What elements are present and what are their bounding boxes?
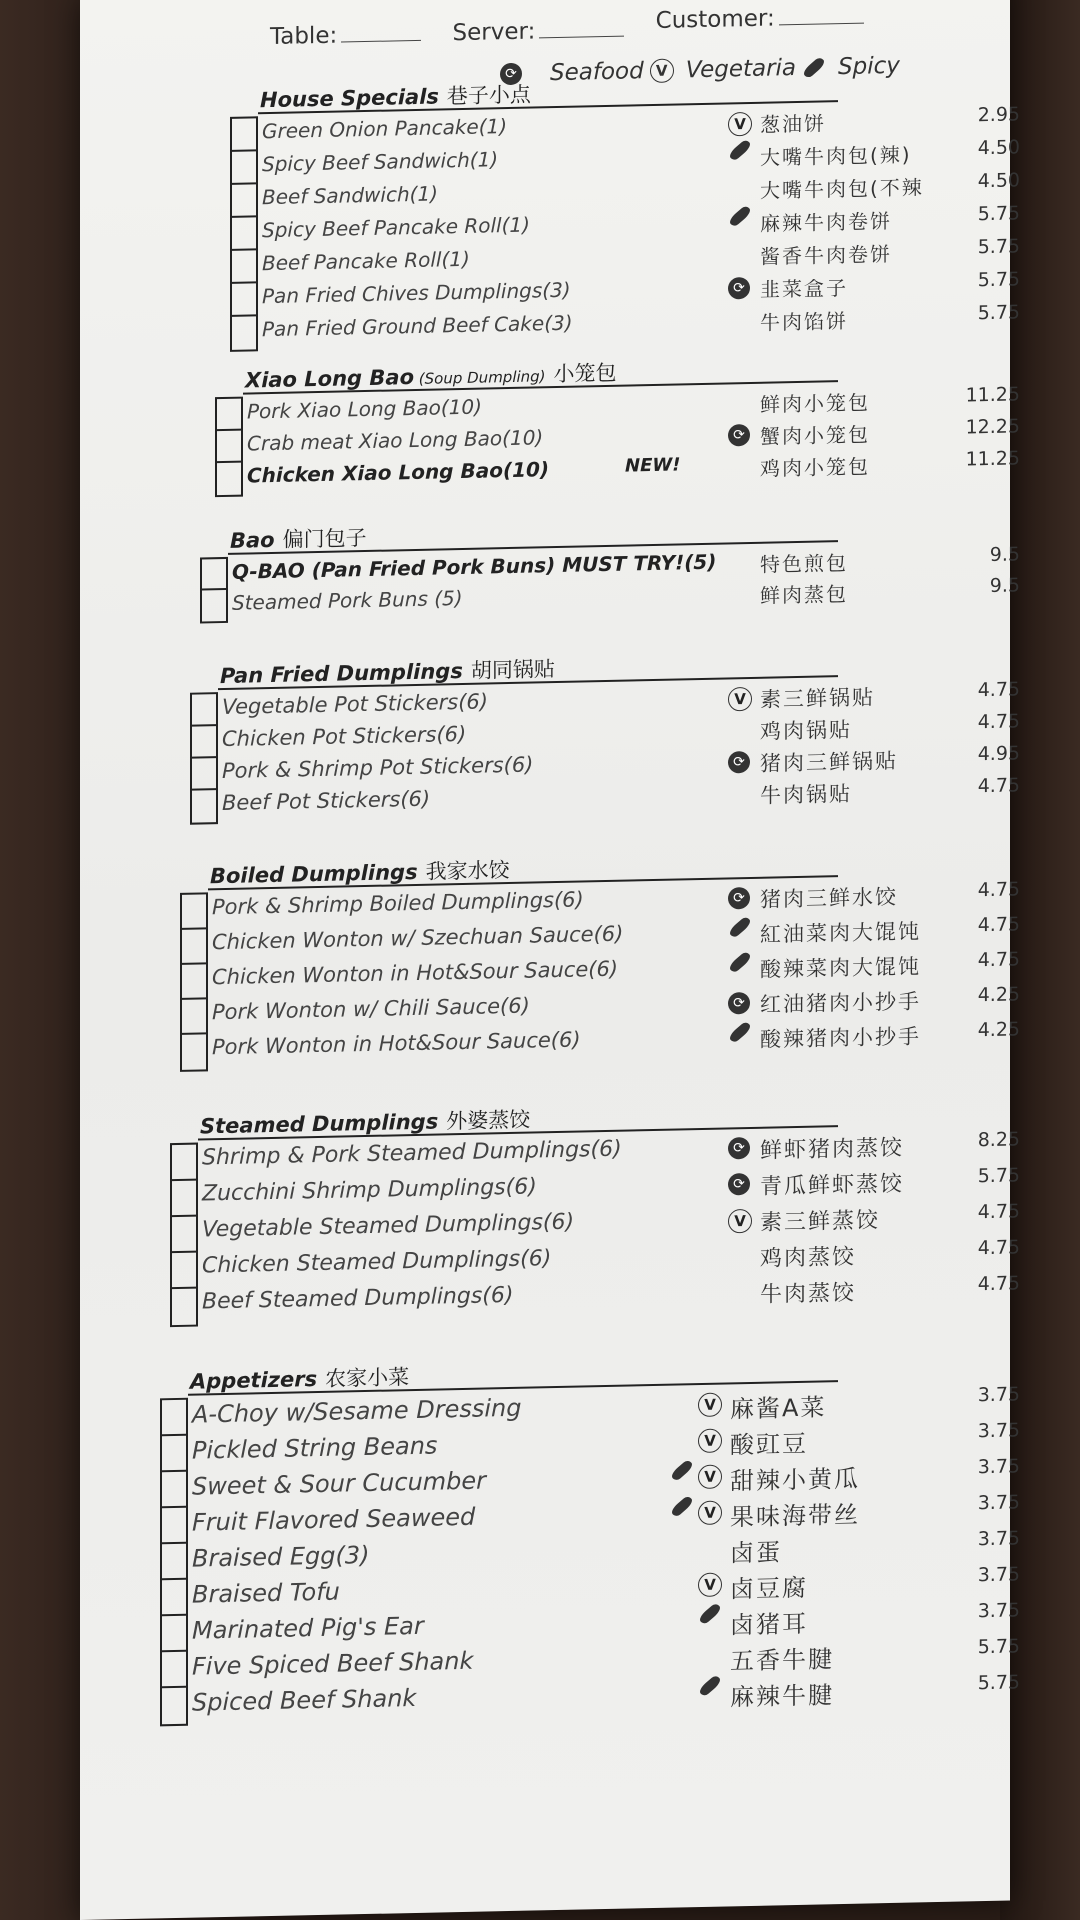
- item-name-chinese: 果味海带丝: [730, 1500, 860, 1532]
- table-label: Table:: [270, 22, 338, 51]
- item-name-chinese: 鲜肉蒸包: [760, 581, 848, 608]
- shrimp-icon: ⟳: [728, 277, 750, 299]
- order-checkbox[interactable]: [232, 151, 256, 185]
- server-field[interactable]: [539, 36, 624, 39]
- item-name: Beef Sandwich(1): [262, 181, 438, 210]
- item-name-chinese: 大嘴牛肉包(辣): [760, 142, 912, 170]
- pepper-icon: [728, 1021, 753, 1044]
- dietary-marks: [728, 1173, 750, 1195]
- shrimp-icon: ⟳: [728, 992, 750, 1014]
- dietary-marks: [698, 1609, 722, 1620]
- item-price: 5.75: [977, 301, 1020, 325]
- checkbox-column: [170, 1143, 198, 1328]
- item-name: Pork & Shrimp Boiled Dumplings(6): [212, 887, 584, 920]
- pepper-icon: [728, 205, 753, 228]
- item-name: Vegetable Pot Stickers(6): [222, 689, 488, 720]
- item-name-chinese: 韭菜盒子: [760, 275, 848, 302]
- order-header: [270, 5, 888, 51]
- order-checkbox[interactable]: [192, 790, 216, 823]
- item-price: 4.50: [977, 136, 1020, 160]
- item-name: A-Choy w/Sesame Dressing: [192, 1393, 522, 1429]
- checkbox-column: [190, 692, 218, 825]
- item-name: Sweet & Sour Cucumber: [192, 1466, 487, 1501]
- item-price: 8.25: [977, 1128, 1020, 1152]
- v-icon: V: [698, 1429, 722, 1454]
- item-name: Shrimp & Pork Steamed Dumplings(6): [202, 1136, 622, 1171]
- order-checkbox[interactable]: [202, 590, 226, 622]
- order-checkbox[interactable]: [182, 999, 206, 1035]
- checkbox-column: [215, 397, 243, 498]
- section-title-text: Steamed Dumplings: [200, 1109, 439, 1139]
- v-icon: V: [698, 1465, 722, 1490]
- spicy-legend-label: Spicy: [838, 52, 900, 81]
- dietary-marks: [728, 887, 750, 909]
- order-checkbox[interactable]: [232, 316, 256, 350]
- item-price: 9.5: [989, 543, 1020, 566]
- item-name-chinese: 猪肉三鲜锅贴: [760, 748, 898, 776]
- dietary-marks: [670, 1465, 722, 1490]
- section-title-chinese: 农家小菜: [325, 1365, 410, 1391]
- item-name: Pork Xiao Long Bao(10): [247, 394, 482, 424]
- checkbox-column: [230, 116, 258, 352]
- section-title-chinese: 小笼包: [553, 360, 617, 387]
- pepper-icon: [728, 139, 753, 162]
- v-icon: V: [728, 687, 752, 712]
- server-label: Server:: [452, 18, 536, 47]
- item-price: 11.25: [965, 447, 1020, 471]
- order-checkbox[interactable]: [217, 463, 241, 496]
- item-name-chinese: 素三鲜锅贴: [760, 685, 875, 712]
- order-checkbox[interactable]: [162, 1472, 186, 1509]
- order-checkbox[interactable]: [172, 1181, 196, 1218]
- item-price: 4.75: [977, 710, 1020, 734]
- order-checkbox[interactable]: [172, 1145, 196, 1182]
- item-name-chinese: 大嘴牛肉包(不辣: [760, 175, 924, 203]
- order-checkbox[interactable]: [162, 1544, 186, 1581]
- item-name-chinese: 牛肉馅饼: [760, 308, 848, 335]
- item-price: 5.75: [977, 235, 1020, 259]
- pepper-icon: [670, 1459, 695, 1482]
- dietary-marks: [728, 211, 752, 222]
- section-title-chinese: 胡同锅贴: [470, 657, 555, 683]
- checkbox-column: [180, 892, 208, 1072]
- dietary-marks: [728, 112, 752, 137]
- order-checkbox[interactable]: [172, 1217, 196, 1254]
- item-name: Pickled String Beans: [192, 1431, 438, 1465]
- order-checkbox[interactable]: [217, 431, 241, 464]
- item-price: 3.75: [977, 1563, 1020, 1587]
- v-icon: V: [728, 1209, 752, 1234]
- item-name-chinese: 红油猪肉小抄手: [760, 989, 921, 1017]
- pepper-icon: [698, 1674, 723, 1697]
- item-name: Beef Pancake Roll(1): [262, 246, 470, 276]
- dietary-marks: [728, 922, 752, 933]
- item-name-chinese: 卤豆腐: [730, 1573, 808, 1604]
- item-name-chinese: 鸡肉蒸饺: [760, 1244, 857, 1272]
- seafood-legend-label: Seafood: [550, 58, 644, 87]
- item-name: Five Spiced Beef Shank: [192, 1646, 474, 1681]
- checkbox-column: [200, 557, 228, 624]
- item-name-chinese: 酸豇豆: [730, 1429, 808, 1460]
- item-name-chinese: 卤蛋: [730, 1538, 782, 1568]
- item-name: Marinated Pig's Ear: [192, 1611, 424, 1645]
- item-price: 4.75: [977, 878, 1020, 902]
- dietary-marks: [728, 751, 750, 773]
- item-name: Steamed Pork Buns (5): [232, 585, 463, 615]
- item-name-chinese: 酱香牛肉卷饼: [760, 241, 892, 269]
- order-checkbox[interactable]: [162, 1400, 186, 1437]
- v-icon: V: [698, 1393, 722, 1418]
- v-icon: V: [728, 112, 752, 137]
- item-price: 4.25: [977, 1018, 1020, 1042]
- shrimp-icon: ⟳: [728, 1137, 750, 1159]
- customer-label: Customer:: [655, 5, 775, 34]
- item-price: 2.95: [977, 103, 1020, 127]
- item-name: Fruit Flavored Seaweed: [192, 1502, 476, 1537]
- v-icon: V: [650, 59, 674, 84]
- item-name: Q-BAO (Pan Fried Pork Buns) MUST TRY!(5): [232, 549, 717, 584]
- item-name-chinese: 青瓜鲜虾蒸饺: [760, 1171, 905, 1200]
- item-name: Green Onion Pancake(1): [262, 114, 508, 144]
- item-name: Beef Steamed Dumplings(6): [202, 1282, 514, 1315]
- order-checkbox[interactable]: [162, 1652, 186, 1689]
- item-price: 4.95: [977, 742, 1020, 766]
- order-checkbox[interactable]: [182, 964, 206, 1000]
- section-subtitle: (Soup Dumpling): [414, 367, 546, 389]
- dietary-marks: [728, 957, 752, 968]
- shrimp-icon: ⟳: [500, 63, 522, 85]
- item-price: 4.75: [977, 1236, 1020, 1260]
- item-price: 4.75: [977, 1272, 1020, 1296]
- order-checkbox[interactable]: [232, 118, 256, 152]
- order-checkbox[interactable]: [182, 894, 206, 930]
- item-price: 3.75: [977, 1455, 1020, 1479]
- order-checkbox[interactable]: [192, 758, 216, 791]
- order-checkbox[interactable]: [232, 250, 256, 284]
- item-name: Beef Pot Stickers(6): [222, 786, 431, 816]
- item-name-chinese: 紅油菜肉大馄饨: [760, 919, 921, 947]
- dietary-marks: [728, 145, 752, 156]
- item-name-chinese: 素三鲜蒸饺: [760, 1208, 881, 1236]
- order-checkbox[interactable]: [232, 184, 256, 218]
- checkbox-column: [160, 1398, 188, 1727]
- item-name-chinese: 蟹肉小笼包: [760, 422, 870, 449]
- item-price: 9.5: [989, 574, 1020, 597]
- item-price: 3.75: [977, 1419, 1020, 1443]
- pepper-icon: [670, 1495, 695, 1518]
- dietary-marks: [670, 1501, 722, 1526]
- item-name-chinese: 卤猪耳: [730, 1609, 808, 1640]
- dietary-marks: [728, 992, 750, 1014]
- item-name-chinese: 麻酱A菜: [730, 1393, 827, 1424]
- section-title-text: Boiled Dumplings: [210, 859, 418, 889]
- section-title-text: House Specials: [260, 84, 439, 113]
- dietary-marks: [698, 1573, 722, 1598]
- item-price: 4.75: [977, 1200, 1020, 1224]
- item-price: 4.25: [977, 983, 1020, 1007]
- dietary-marks: [698, 1681, 722, 1692]
- dietary-marks: [728, 424, 750, 446]
- item-name: Crab meat Xiao Long Bao(10): [247, 425, 544, 456]
- item-price: 5.75: [977, 1671, 1020, 1695]
- shrimp-icon: ⟳: [728, 751, 750, 773]
- dietary-marks: [698, 1393, 722, 1418]
- item-price: 4.75: [977, 774, 1020, 798]
- item-price: 3.75: [977, 1527, 1020, 1551]
- order-checkbox[interactable]: [192, 726, 216, 759]
- menu-order-sheet: [80, 0, 1020, 1920]
- section-title-chinese: 我家水饺: [425, 858, 510, 884]
- item-price: 5.75: [977, 202, 1020, 226]
- dietary-marks: [728, 687, 752, 712]
- order-checkbox[interactable]: [172, 1253, 196, 1290]
- item-name: Chicken Wonton in Hot&Sour Sauce(6): [212, 956, 618, 990]
- order-checkbox[interactable]: [192, 694, 216, 727]
- item-price: 3.75: [977, 1599, 1020, 1623]
- item-name-chinese: 酸辣菜肉大馄饨: [760, 954, 921, 982]
- item-name-chinese: 酸辣猪肉小抄手: [760, 1024, 921, 1052]
- item-name: Pork & Shrimp Pot Stickers(6): [222, 752, 534, 784]
- item-price: 4.50: [977, 169, 1020, 193]
- item-price: 4.75: [977, 913, 1020, 937]
- item-price: 3.75: [977, 1383, 1020, 1407]
- item-name: Pork Wonton in Hot&Sour Sauce(6): [212, 1027, 581, 1060]
- item-name: Spiced Beef Shank: [192, 1683, 417, 1717]
- item-price: 3.75: [977, 1491, 1020, 1515]
- order-checkbox[interactable]: [172, 1289, 196, 1326]
- section-title-text: Bao: [230, 527, 275, 553]
- shrimp-icon: ⟳: [728, 1173, 750, 1195]
- item-name: Chicken Wonton w/ Szechuan Sauce(6): [212, 921, 624, 955]
- dietary-marks: [728, 277, 750, 299]
- order-checkbox[interactable]: [162, 1688, 186, 1725]
- item-name: Chicken Steamed Dumplings(6): [202, 1246, 552, 1279]
- order-checkbox[interactable]: [162, 1580, 186, 1617]
- order-checkbox[interactable]: [182, 1034, 206, 1070]
- item-name-chinese: 葱油饼: [760, 111, 826, 137]
- order-checkbox[interactable]: [202, 559, 226, 591]
- pepper-icon: [698, 1602, 723, 1625]
- legend: [500, 53, 900, 87]
- item-name-chinese: 鲜肉小笼包: [760, 390, 870, 417]
- dietary-marks: [728, 1209, 752, 1234]
- dietary-marks: [728, 1137, 750, 1159]
- item-price: 5.75: [977, 268, 1020, 292]
- table-field[interactable]: [341, 40, 421, 43]
- item-name: Vegetable Steamed Dumplings(6): [202, 1209, 575, 1243]
- item-name-chinese: 鸡肉锅贴: [760, 717, 852, 744]
- item-price: 12.25: [965, 415, 1020, 439]
- section-title-chinese: 巷子小点: [446, 82, 531, 109]
- item-name: Pan Fried Chives Dumplings(3): [262, 277, 571, 309]
- dietary-marks: [728, 1027, 752, 1038]
- order-checkbox[interactable]: [162, 1616, 186, 1653]
- pepper-icon: [728, 951, 753, 974]
- item-name: Pork Wonton w/ Chili Sauce(6): [212, 993, 530, 1025]
- item-name: Chicken Xiao Long Bao(10): [247, 457, 550, 488]
- item-name-chinese: 牛肉锅贴: [760, 781, 852, 808]
- section-title-text: Appetizers: [190, 1367, 318, 1394]
- order-checkbox[interactable]: [162, 1508, 186, 1545]
- customer-field[interactable]: [779, 23, 864, 26]
- item-price: 4.75: [977, 948, 1020, 972]
- vegetarian-legend-label: Vegetaria: [685, 55, 797, 84]
- item-name-chinese: 鲜虾猪肉蒸饺: [760, 1135, 905, 1164]
- shrimp-icon: ⟳: [728, 887, 750, 909]
- item-name-chinese: 甜辣小黄瓜: [730, 1464, 860, 1496]
- item-price: 4.75: [977, 678, 1020, 702]
- order-checkbox[interactable]: [232, 217, 256, 251]
- item-name-chinese: 猪肉三鲜水饺: [760, 884, 898, 912]
- order-checkbox[interactable]: [217, 399, 241, 432]
- item-name-chinese: 麻辣牛肉卷饼: [760, 208, 892, 236]
- item-name-chinese: 特色煎包: [760, 550, 848, 577]
- dietary-marks: [698, 1429, 722, 1454]
- section-title-text: Xiao Long Bao: [245, 365, 415, 393]
- item-name: Chicken Pot Stickers(6): [222, 721, 467, 752]
- item-name: Spicy Beef Sandwich(1): [262, 147, 499, 177]
- item-name: Spicy Beef Pancake Roll(1): [262, 212, 530, 243]
- section-title-text: Pan Fried Dumplings: [220, 658, 463, 689]
- section-title-chinese: 偏门包子: [282, 525, 367, 552]
- pepper-icon: [802, 56, 827, 79]
- item-price: 11.25: [965, 383, 1020, 407]
- item-name: Pan Fried Ground Beef Cake(3): [262, 310, 573, 342]
- item-name: Braised Tofu: [192, 1577, 340, 1609]
- item-name: Braised Egg(3): [192, 1540, 370, 1573]
- v-icon: V: [698, 1573, 722, 1598]
- item-name-chinese: 鸡肉小笼包: [760, 454, 870, 481]
- pepper-icon: [728, 916, 753, 939]
- order-checkbox[interactable]: [232, 283, 256, 317]
- shrimp-icon: ⟳: [728, 424, 750, 446]
- section-title-chinese: 外婆蒸饺: [446, 1107, 531, 1134]
- order-checkbox[interactable]: [162, 1436, 186, 1473]
- item-name: Zucchini Shrimp Dumplings(6): [202, 1174, 537, 1207]
- item-name-chinese: 五香牛腱: [730, 1645, 834, 1676]
- item-price: 5.75: [977, 1635, 1020, 1659]
- item-name-chinese: 牛肉蒸饺: [760, 1280, 857, 1308]
- v-icon: V: [698, 1501, 722, 1526]
- new-badge: NEW!: [625, 454, 681, 477]
- item-name-chinese: 麻辣牛腱: [730, 1681, 834, 1712]
- item-price: 5.75: [977, 1164, 1020, 1188]
- order-checkbox[interactable]: [182, 929, 206, 965]
